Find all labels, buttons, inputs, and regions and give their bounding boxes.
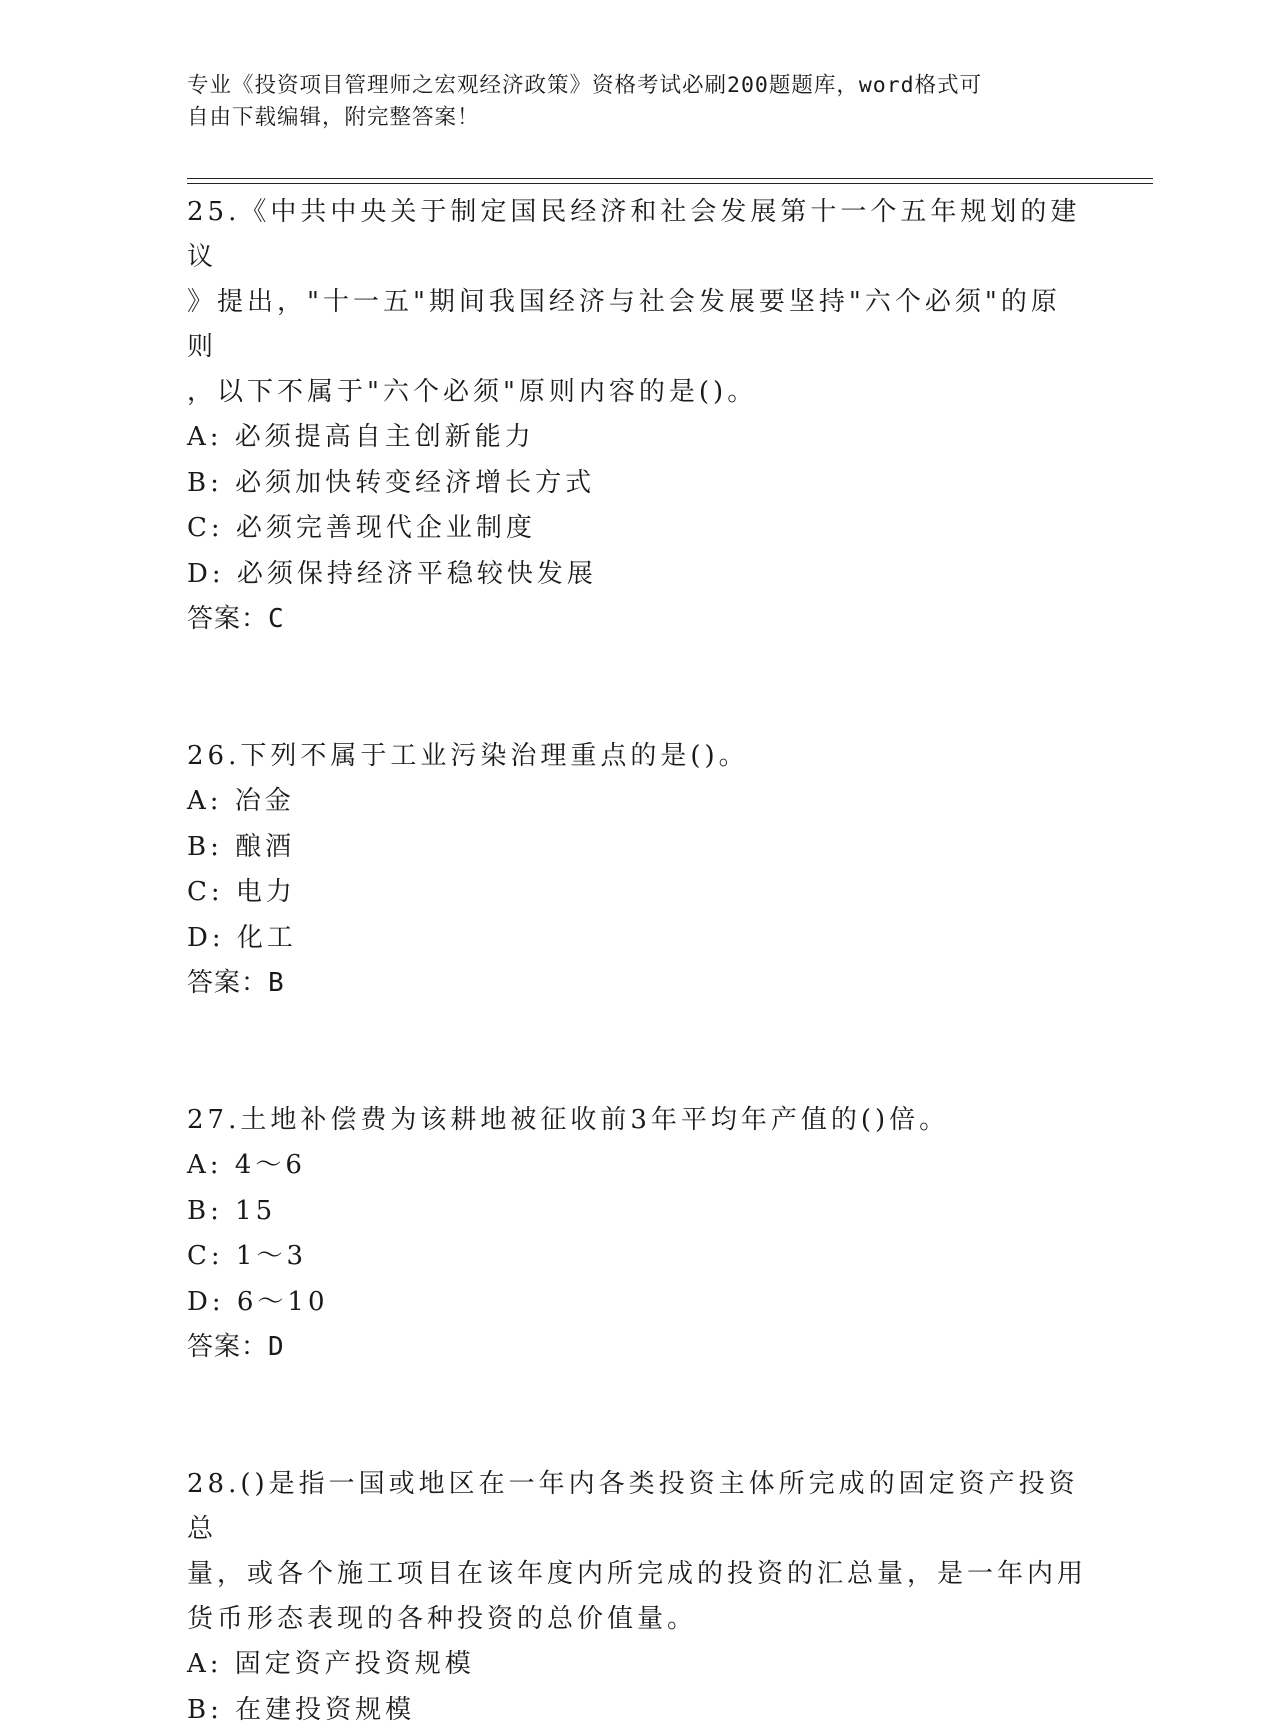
document-header	[187, 70, 1067, 134]
option-d: D: 化工	[187, 916, 1087, 962]
option-a: A: 冶金	[187, 779, 1087, 825]
answer: 答案：C	[187, 597, 1087, 642]
header-line-1: 专业《投资项目管理师之宏观经济政策》资格考试必刷200题题库，word格式可	[187, 70, 1067, 102]
spacer	[187, 642, 1087, 734]
option-a: A: 必须提高自主创新能力	[187, 415, 1087, 461]
question-stem-line: 》提出，"十一五"期间我国经济与社会发展要坚持"六个必须"的原则	[187, 280, 1087, 370]
header-divider-top	[187, 178, 1153, 179]
option-c: C: 1～3	[187, 1234, 1087, 1280]
answer: 答案：B	[187, 961, 1087, 1006]
question-stem-line: 量，或各个施工项目在该年度内所完成的投资的汇总量，是一年内用	[187, 1552, 1087, 1597]
spacer	[187, 1006, 1087, 1098]
spacer	[187, 1370, 1087, 1462]
question-26	[187, 734, 1087, 1006]
answer: 答案：D	[187, 1325, 1087, 1370]
header-line-2: 自由下载编辑，附完整答案！	[187, 102, 1067, 134]
question-27	[187, 1098, 1087, 1370]
question-stem-line: 27.土地补偿费为该耕地被征收前3年平均年产值的()倍。	[187, 1098, 1087, 1143]
option-d: D: 必须保持经济平稳较快发展	[187, 552, 1087, 598]
question-25	[187, 190, 1087, 642]
option-c: C: 电力	[187, 870, 1087, 916]
option-b: B: 必须加快转变经济增长方式	[187, 461, 1087, 507]
question-stem-line: ，以下不属于"六个必须"原则内容的是()。	[187, 370, 1087, 415]
question-stem-line: 货币形态表现的各种投资的总价值量。	[187, 1597, 1087, 1642]
option-b: B: 酿酒	[187, 825, 1087, 871]
option-a: A: 4～6	[187, 1143, 1087, 1189]
header-divider-bottom	[187, 183, 1153, 184]
option-a: A: 固定资产投资规模	[187, 1642, 1087, 1688]
option-d: D: 6～10	[187, 1280, 1087, 1326]
question-28	[187, 1462, 1087, 1733]
option-b: B: 在建投资规模	[187, 1688, 1087, 1733]
question-stem-line: 28.()是指一国或地区在一年内各类投资主体所完成的固定资产投资总	[187, 1462, 1087, 1552]
option-c: C: 必须完善现代企业制度	[187, 506, 1087, 552]
option-b: B: 15	[187, 1189, 1087, 1235]
question-list	[187, 190, 1087, 1733]
question-stem-line: 26.下列不属于工业污染治理重点的是()。	[187, 734, 1087, 779]
question-stem-line: 25.《中共中央关于制定国民经济和社会发展第十一个五年规划的建议	[187, 190, 1087, 280]
